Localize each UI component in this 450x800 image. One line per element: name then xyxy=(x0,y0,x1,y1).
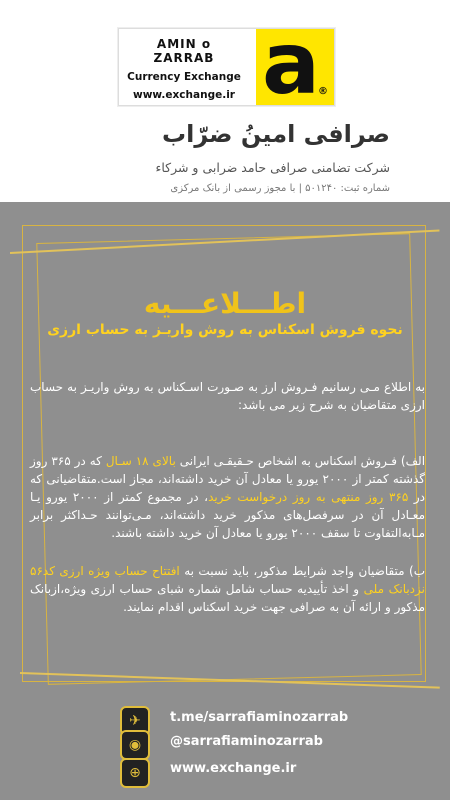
logo-text-block xyxy=(125,37,243,101)
logo-mark xyxy=(256,14,334,114)
telegram-icon[interactable]: ✈ xyxy=(120,706,150,736)
logo-brand: AMIN o ZARRAB xyxy=(153,37,215,65)
globe-icon[interactable]: ⊕ xyxy=(120,758,150,788)
p1-highlight-period: ۳۶۵ روز منتهی به روز درخواست خرید xyxy=(208,490,409,504)
telegram-link[interactable]: t.me/sarrafiaminozarrab xyxy=(170,710,349,725)
p1-text-a: الف) فـروش اسکناس به اشخاص حـقیقـی ایرانی xyxy=(175,454,426,468)
page-title: صرافی امینُ ضرّاب xyxy=(162,120,390,148)
paragraph-be xyxy=(30,562,425,616)
instagram-link[interactable]: @sarrafiaminozarrab xyxy=(170,734,323,749)
registration-info: شماره ثبت: ۵۰۱۲۴۰ | با مجوز رسمی از بانک مرکزی xyxy=(170,183,390,194)
p1-highlight-age: بالای ۱۸ سـال xyxy=(105,454,176,468)
paragraph-alef xyxy=(30,452,425,542)
announcement-subtitle: نحوه فروش اسکناس به روش واریـز به حساب ارزی xyxy=(47,322,403,338)
p2-text-b: و اخذ تأییدیه حساب شامل شماره شبای حساب ارزی ویژه،ازبانک مذکور و ارائه آن به صرافی جهت خرید اسکناس اقدام نمایند. xyxy=(30,582,425,614)
logo-mark-glyph: a xyxy=(262,14,321,114)
p2-highlight-account: افتتاح حساب ویژه ارزی کد۵۶ نزدبانک ملی xyxy=(30,564,425,596)
registered-mark: ® xyxy=(318,86,328,97)
logo-website: www.exchange.ir xyxy=(133,89,235,101)
website-link[interactable]: www.exchange.ir xyxy=(170,761,297,776)
announcement-title: اطـــلاعـــیه xyxy=(143,287,307,320)
logo-card xyxy=(118,14,335,114)
p1-text-c: ، در مجموع کمتر از ۲۰۰۰ یورو یـا معـادل آن در سرفصل‌های مذکور خرید داشته‌اند، مـی‌توانند حـداکثر برابر مـابه‌التفاوت تا سقف ۲۰۰۰ یورو یا معادل آن خرید داشته باشند. xyxy=(30,490,425,540)
company-subtitle: شرکت تضامنی صرافی حامد ضرابی و شرکاء xyxy=(155,160,390,175)
logo-subtitle: Currency Exchange xyxy=(127,71,241,83)
intro-paragraph: به اطلاع مـی رسانیم فـروش ارز به صـورت اسـکناس به روش واریـز به حساب ارزی متقاضیان به شرح زیر می باشد: xyxy=(30,380,425,412)
p2-text-a: ب) متقاضیان واجد شرایط مذکور، باید نسبت به xyxy=(179,564,425,578)
p1-text-b: که در ۳۶۵ روز گذشته کمتر از ۲۰۰۰ یورو یا معادل آن خرید داشته‌اند، مجاز است.متقاضیانی که در xyxy=(30,454,426,504)
instagram-icon[interactable]: ◉ xyxy=(120,730,150,760)
